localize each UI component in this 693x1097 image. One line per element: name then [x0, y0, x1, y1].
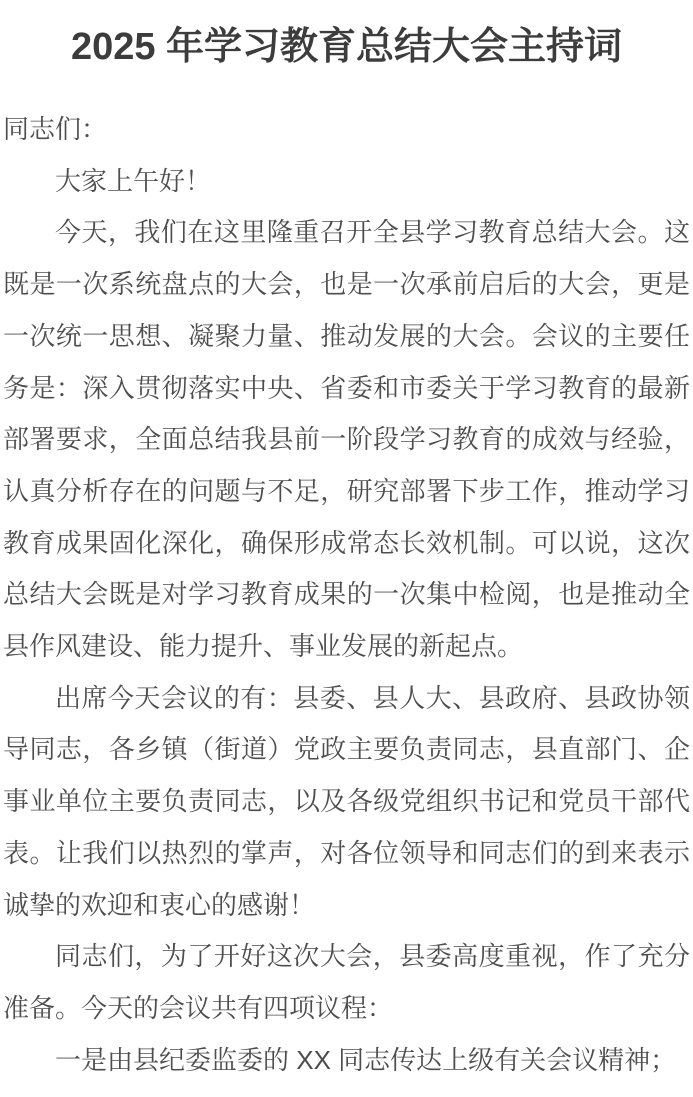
paragraph-greeting: 大家上午好！: [55, 165, 212, 196]
paragraph-salutation: 同志们：: [3, 114, 108, 144]
paragraph-attendees: 出席今天会议的有：县委、县人大、县政府、县政协领导同志，各乡镇（街道）党政主要负责同志，县直部门、企事业单位主要负责同志，以及各级党组织书记和党员干部代表。让我们以热烈的掌声，对各位领导和同志们的到来表示诚挚的欢迎和衷心的感谢！: [3, 682, 690, 920]
paragraph-opening: 今天，我们在这里隆重召开全县学习教育总结大会。这既是一次系统盘点的大会，也是一次承前启后的大会，更是一次统一思想、凝聚力量、推动发展的大会。会议的主要任务是：深入贯彻落实中央、省委和市委关于学习教育的最新部署要求，全面总结我县前一阶段学习教育的成效与经验，认真分析存在的问题与不足，研究部署下步工作，推动学习教育成果固化深化，确保形成常态长效机制。可以说，这次总结大会既是对学习教育成果的一次集中检阅，也是推动全县作风建设、能力提升、事业发展的新起点。: [3, 217, 690, 662]
paragraph-agenda-intro: 同志们，为了开好这次大会，县委高度重视，作了充分准备。今天的会议共有四项议程：: [3, 941, 690, 1023]
page-title: 2025 年学习教育总结大会主持词: [70, 26, 623, 68]
paragraph-agenda-item-1: 一是由县纪委监委的 XX 同志传达上级有关会议精神；: [55, 1044, 677, 1075]
